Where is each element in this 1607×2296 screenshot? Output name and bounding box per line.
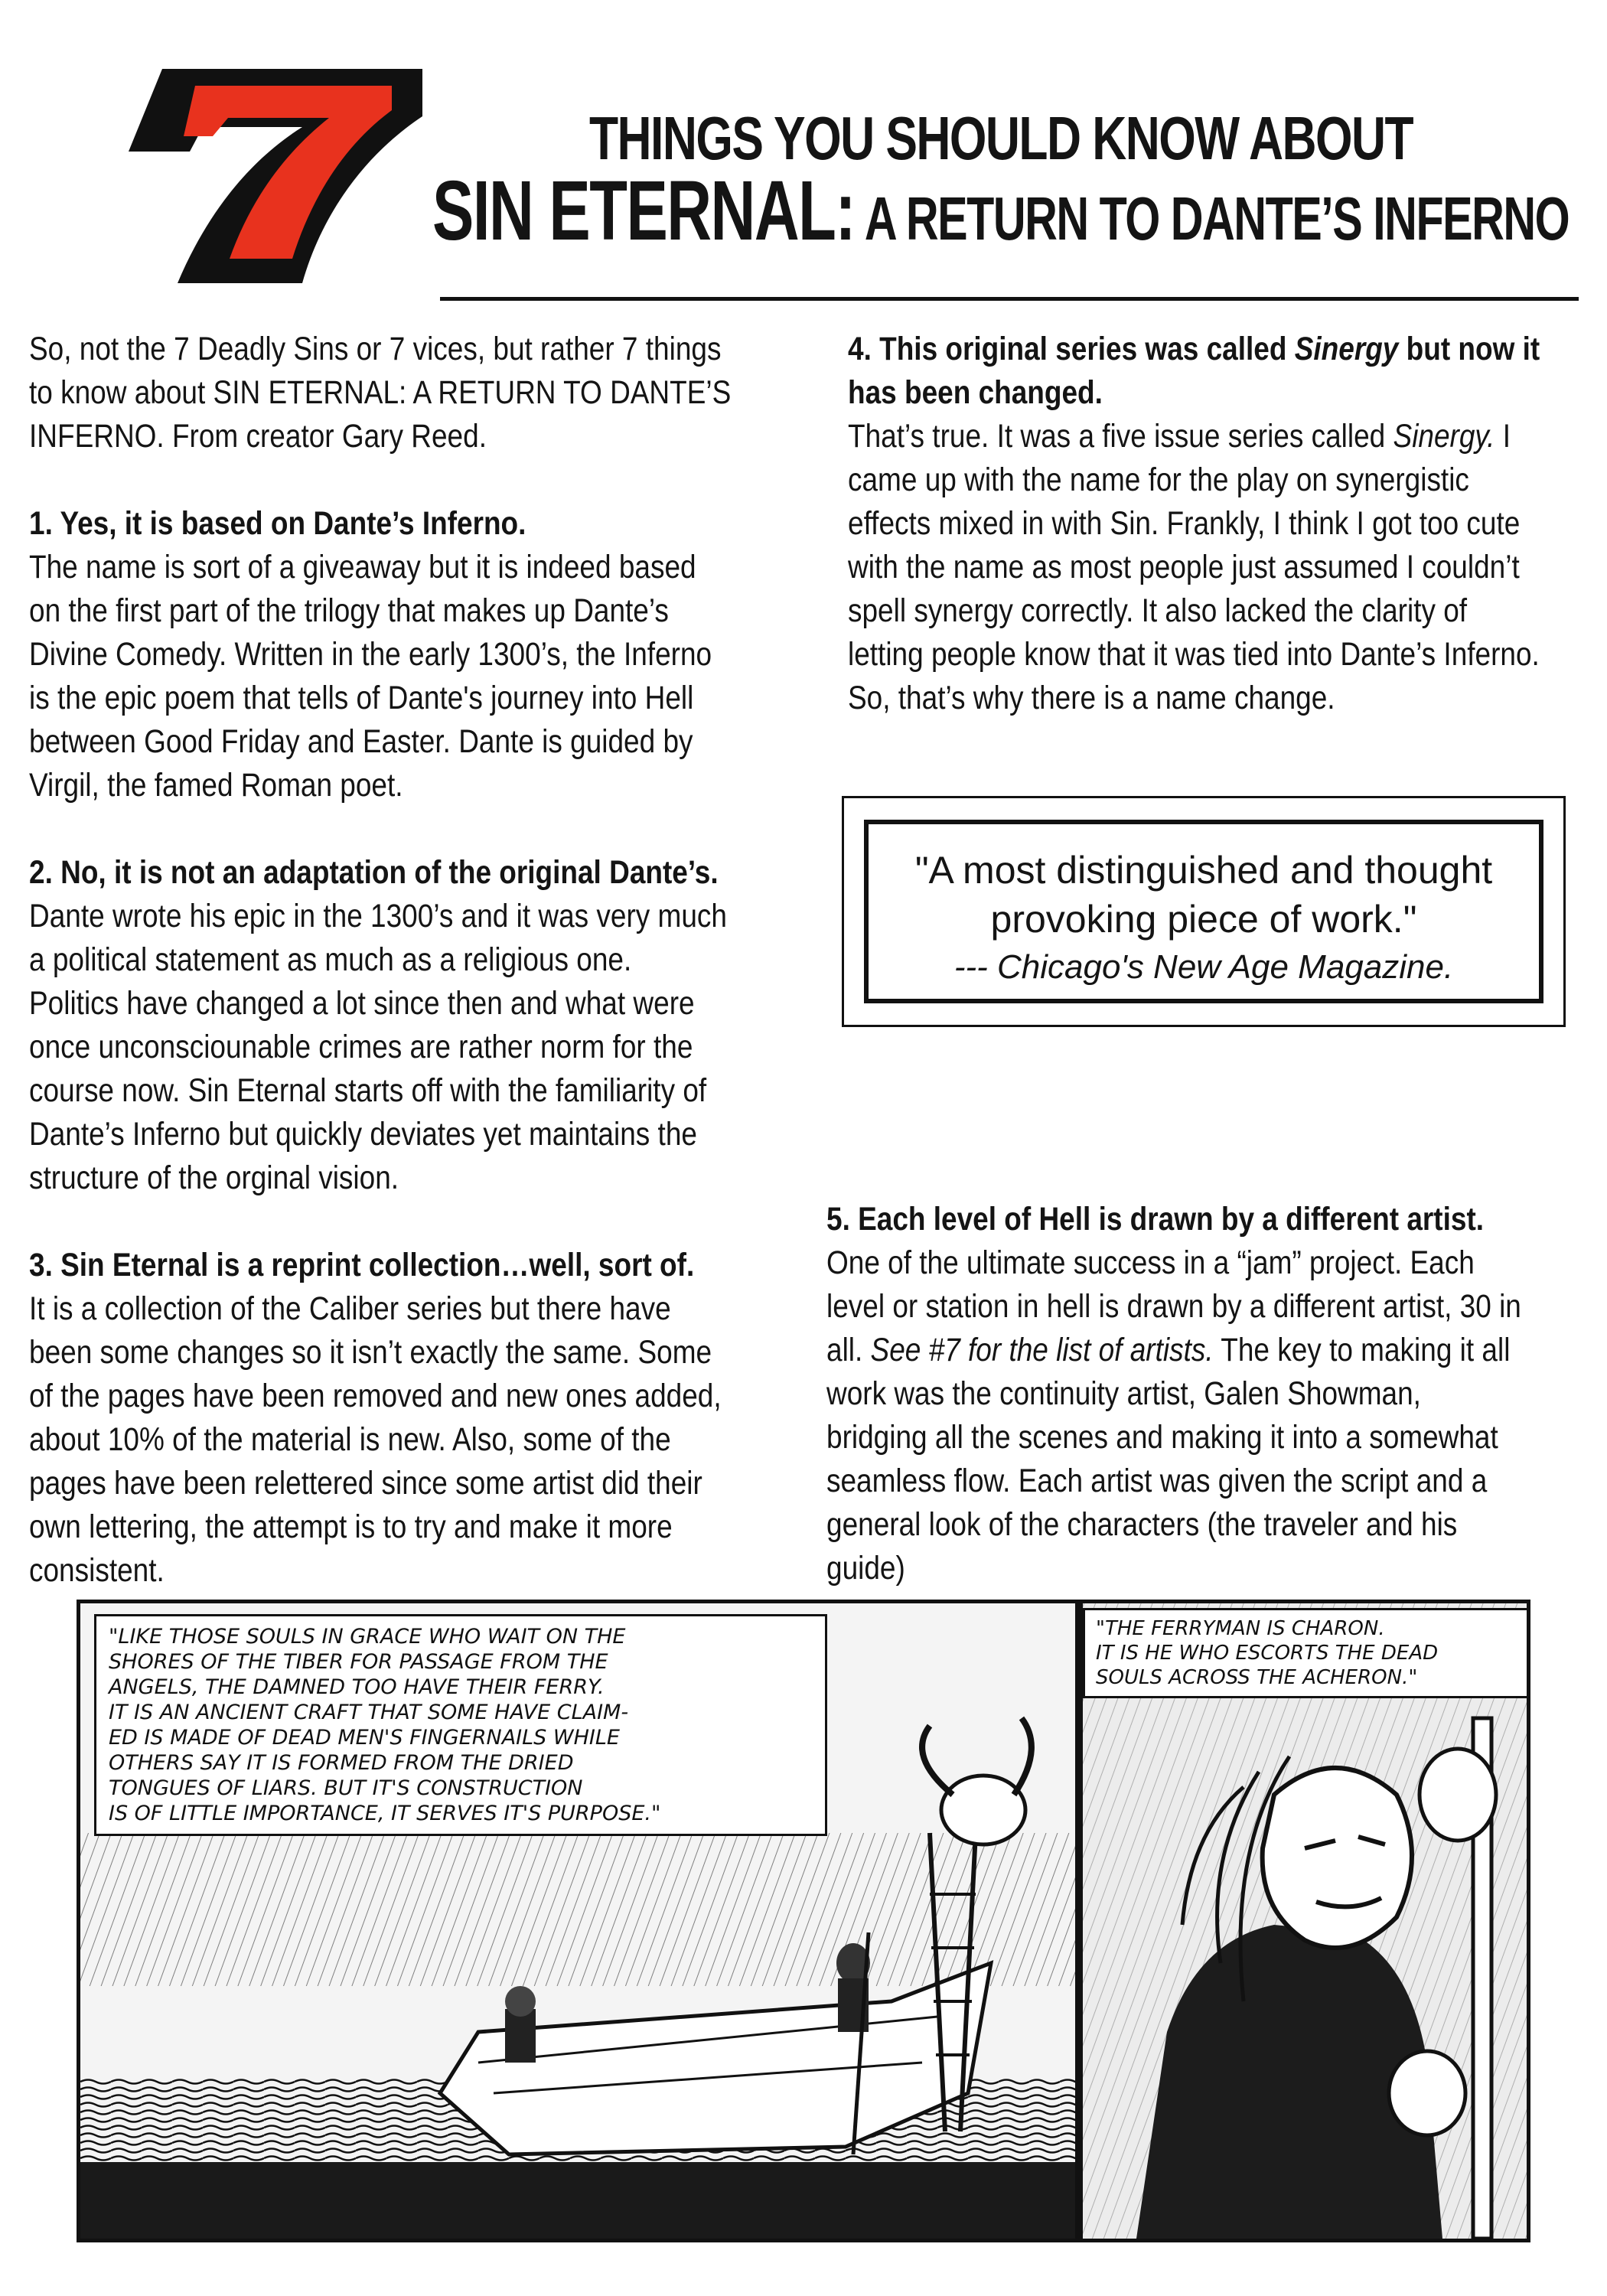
comic-panel-strip — [77, 1600, 1530, 2242]
item-5-line: all. See #7 for the list of artists. The key to making it all — [826, 1332, 1511, 1368]
item-2-line: once unconsciounable crimes are rather norm for the — [29, 1029, 693, 1065]
header-divider — [440, 297, 1579, 301]
item-3-line: consistent. — [29, 1552, 165, 1589]
caption-line: TONGUES OF LIARS. BUT IT'S CONSTRUCTION — [109, 1776, 583, 1800]
right-column-top — [848, 328, 1607, 720]
item-4-heading-cont: has been changed. — [848, 374, 1103, 411]
item-4-line: That’s true. It was a five issue series called Sinergy. I — [848, 418, 1511, 455]
item-3-line: been some changes so it isn’t exactly the same. Some — [29, 1334, 712, 1371]
caption-line: SOULS ACROSS THE ACHERON." — [1096, 1666, 1418, 1689]
item-5-line: general look of the characters (the traveler and his — [826, 1506, 1458, 1543]
caption-line: IT IS HE WHO ESCORTS THE DEAD — [1096, 1642, 1439, 1665]
headline-subtitle: A RETURN TO DANTE’S INFERNO — [855, 184, 1570, 253]
number-seven-logo — [122, 54, 429, 291]
right-column-bottom — [826, 1198, 1607, 1590]
item-3-line: of the pages have been removed and new ones added, — [29, 1378, 722, 1414]
item-1-line: on the first part of the trilogy that makes up Dante’s — [29, 592, 669, 629]
item-1-heading: 1. Yes, it is based on Dante’s Inferno. — [29, 505, 526, 542]
left-column — [29, 328, 917, 1593]
item-5-heading: 5. Each level of Hell is drawn by a different artist. — [826, 1201, 1485, 1238]
item-4-line: So, that’s why there is a name change. — [848, 680, 1335, 716]
item-2-line: structure of the orginal vision. — [29, 1159, 399, 1196]
caption-line: "LIKE THOSE SOULS IN GRACE WHO WAIT ON THE — [109, 1625, 626, 1649]
headline-colon: : — [835, 164, 856, 258]
item-3-line: about 10% of the material is new. Also, some of the — [29, 1421, 671, 1458]
page-header — [0, 0, 1607, 306]
pull-quote-box — [842, 796, 1566, 1027]
item-3-line: pages have been relettered since some artist did their — [29, 1465, 702, 1502]
item-4-line: came up with the name for the play on synergistic — [848, 461, 1469, 498]
item-4-line: letting people know that it was tied into Dante’s Inferno. — [848, 636, 1540, 673]
item-4-heading: 4. This original series was called Sinergy but now it — [848, 331, 1540, 367]
headline-line-2 — [432, 162, 1569, 259]
pull-quote-line: provoking piece of work." — [990, 898, 1417, 941]
item-2-heading: 2. No, it is not an adaptation of the original Dante’s. — [29, 854, 719, 891]
caption-line: ED IS MADE OF DEAD MEN'S FINGERNAILS WHILE — [109, 1726, 620, 1750]
intro-line: to know about SIN ETERNAL: A RETURN TO DANTE’S — [29, 374, 732, 411]
item-4-line: effects mixed in with Sin. Frankly, I think I got too cute — [848, 505, 1521, 542]
caption-line: "THE FERRYMAN IS CHARON. — [1096, 1617, 1385, 1640]
intro-line: So, not the 7 Deadly Sins or 7 vices, but rather 7 things — [29, 331, 722, 367]
item-5-line: level or station in hell is drawn by a different artist, 30 in — [826, 1288, 1521, 1325]
pull-quote-inner — [864, 820, 1543, 1003]
item-5-line: guide) — [826, 1550, 905, 1587]
pull-quote-source: --- Chicago's New Age Magazine. — [953, 948, 1454, 986]
item-4-line: spell synergy correctly. It also lacked the clarity of — [848, 592, 1468, 629]
caption-line: OTHERS SAY IT IS FORMED FROM THE DRIED — [109, 1751, 574, 1775]
item-1-line: The name is sort of a giveaway but it is indeed based — [29, 549, 696, 585]
item-5-line: seamless flow. Each artist was given the script and a — [826, 1463, 1488, 1499]
item-2-line: Politics have changed a lot since then and what were — [29, 985, 695, 1022]
caption-line: ANGELS, THE DAMNED TOO HAVE THEIR FERRY. — [109, 1675, 605, 1699]
item-1-line: between Good Friday and Easter. Dante is guided by — [29, 723, 693, 760]
caption-line: IS OF LITTLE IMPORTANCE, IT SERVES IT'S PURPOSE." — [109, 1802, 661, 1825]
comic-caption-left — [94, 1614, 827, 1836]
item-3-line: It is a collection of the Caliber series but there have — [29, 1290, 671, 1327]
item-1-line: Virgil, the famed Roman poet. — [29, 767, 403, 804]
item-1-line: is the epic poem that tells of Dante's journey into Hell — [29, 680, 694, 716]
item-3-line: own lettering, the attempt is to try and make it more — [29, 1508, 673, 1545]
item-2-line: course now. Sin Eternal starts off with the familiarity of — [29, 1072, 707, 1109]
item-2-line: a political statement as much as a religious one. — [29, 941, 632, 978]
caption-line: SHORES OF THE TIBER FOR PASSAGE FROM THE — [109, 1650, 608, 1674]
headline-line-1: THINGS YOU SHOULD KNOW ABOUT — [589, 104, 1413, 172]
item-5-line: work was the continuity artist, Galen Showman, — [826, 1375, 1421, 1412]
item-2-line: Dante’s Inferno but quickly deviates yet maintains the — [29, 1116, 697, 1153]
intro-line: INFERNO. From creator Gary Reed. — [29, 418, 487, 455]
item-3-heading: 3. Sin Eternal is a reprint collection…well, sort of. — [29, 1247, 695, 1283]
item-1-line: Divine Comedy. Written in the early 1300’s, the Inferno — [29, 636, 712, 673]
headline-title: SIN ETERNAL — [432, 164, 836, 258]
item-5-line: bridging all the scenes and making it into a somewhat — [826, 1419, 1498, 1456]
item-4-line: with the name as most people just assumed I couldn’t — [848, 549, 1520, 585]
pull-quote-line: "A most distinguished and thought — [914, 849, 1493, 892]
item-5-line: One of the ultimate success in a “jam” project. Each — [826, 1244, 1475, 1281]
comic-caption-right — [1083, 1608, 1530, 1698]
caption-line: IT IS AN ANCIENT CRAFT THAT SOME HAVE CLAIM- — [109, 1701, 629, 1724]
item-2-line: Dante wrote his epic in the 1300’s and it was very much — [29, 898, 727, 934]
